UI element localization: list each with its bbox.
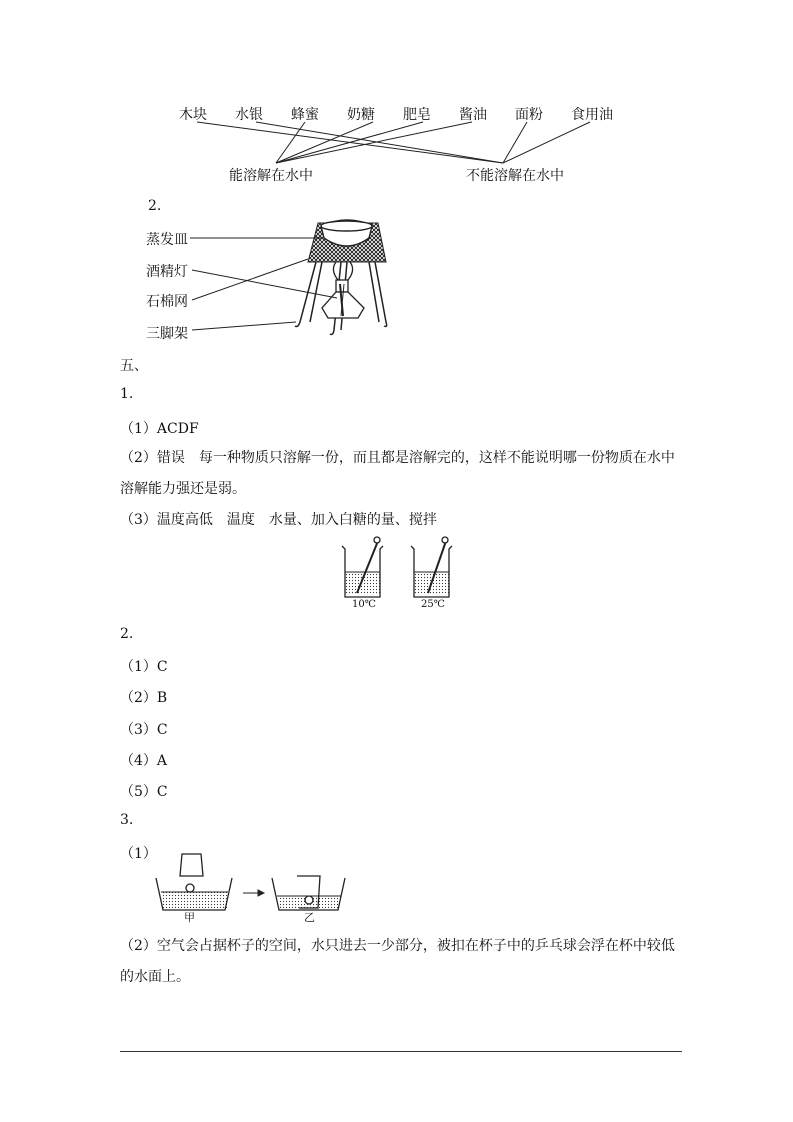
q2-answer-2: （2）B xyxy=(120,690,168,706)
q1-part3: （3）温度高低 温度 水量、加入白糖的量、搅拌 xyxy=(120,512,437,528)
footer-divider xyxy=(120,1051,682,1052)
arrow xyxy=(243,890,264,896)
match-item-soy-sauce: 酱油 xyxy=(459,107,487,123)
q3-part2-line1: （2）空气会占据杯子的空间，水只进去一少部分，被扣在杯子中的乒乓球会浮在杯中较低 xyxy=(120,938,675,954)
match-item-cooking-oil: 食用油 xyxy=(571,107,613,123)
label-alcohol-lamp: 酒精灯 xyxy=(146,264,188,280)
q1-number: 1. xyxy=(120,386,134,402)
beaker-temp-25: 25℃ xyxy=(421,599,445,610)
q3-part2-line2: 的水面上。 xyxy=(120,969,190,985)
q2-answer-4: （4）A xyxy=(120,753,168,769)
cup-label-jia: 甲 xyxy=(184,911,195,924)
q2-answer-3: （3）C xyxy=(120,722,168,738)
q2-answer-1: （1）C xyxy=(120,659,168,675)
q1-part2-line1: （2）错误 每一种物质只溶解一份，而且都是溶解完的，这样不能说明哪一份物质在水中 xyxy=(120,450,675,466)
match-item-flour: 面粉 xyxy=(515,107,543,123)
match-item-mercury: 水银 xyxy=(235,107,263,123)
label-tripod: 三脚架 xyxy=(146,326,188,342)
match-item-honey: 蜂蜜 xyxy=(291,107,319,123)
label-asbestos-net: 石棉网 xyxy=(146,294,188,310)
q2-answer-5: （5）C xyxy=(120,784,168,800)
q2-number: 2. xyxy=(120,626,134,642)
beaker-temp-10: 10℃ xyxy=(352,599,376,610)
cup-label-yi: 乙 xyxy=(304,911,315,924)
soluble-label: 能溶解在水中 xyxy=(229,168,313,184)
insoluble-label: 不能溶解在水中 xyxy=(466,168,564,184)
match-item-wood: 木块 xyxy=(179,107,207,123)
q1-part1: （1）ACDF xyxy=(120,421,199,437)
q3-number: 3. xyxy=(120,812,134,828)
q3-part1: （1） xyxy=(120,846,157,862)
apparatus-question-number: 2. xyxy=(148,198,162,214)
label-evaporating-dish: 蒸发皿 xyxy=(146,232,188,248)
basin-yi xyxy=(272,876,345,910)
q1-part2-line2: 溶解能力强还是弱。 xyxy=(120,481,246,497)
basin-jia xyxy=(156,854,232,910)
section-five-heading: 五、 xyxy=(120,358,148,374)
match-item-soap: 肥皂 xyxy=(403,107,431,123)
match-item-candy: 奶糖 xyxy=(347,107,375,123)
